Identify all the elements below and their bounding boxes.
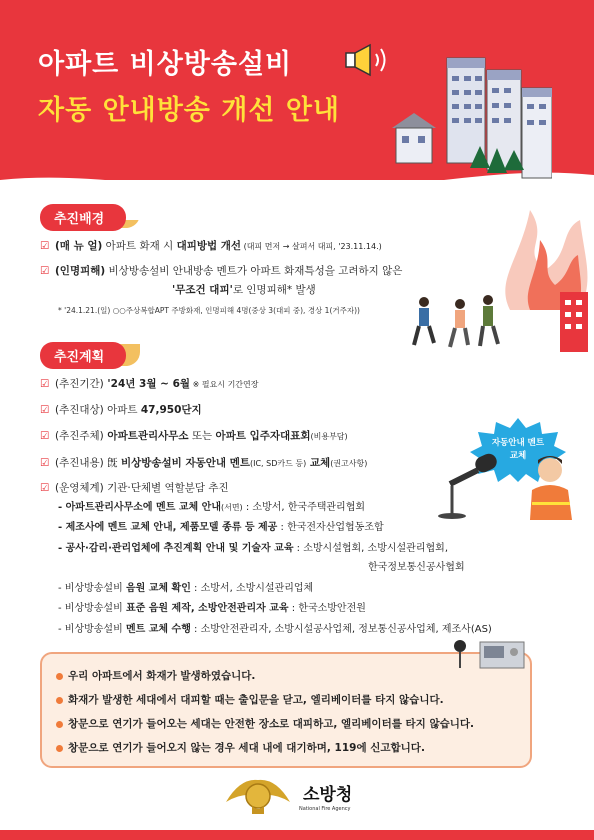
broadcast-message-item: 화재가 발생한 세대에서 대피할 때는 출입문을 닫고, 엘리베이터를 타지 않습니다. [56,692,444,707]
casualty-footnote: * '24.1.21.(일) ○○주상복합APT 주방화재, 인명피해 4명(중상 3(대피 중), 경상 1(거주자)) [58,306,360,315]
plan-period: ☑ (추진기간) '24년 3월 ~ 6월 ※ 필요시 기간연장 [40,378,259,390]
apartment-buildings-illustration [392,48,552,183]
checkbox-icon: ☑ [40,482,50,494]
firefighter-illustration [522,450,582,520]
plan-subject: ☑ (추진주체) 아파트관리사무소 또는 아파트 입주자대표회(비용부담) [40,430,348,442]
microphone-icon [430,450,510,520]
background-item-manual: ☑ (매 뉴 얼) 아파트 화재 시 대피방법 개선 (대피 먼저 → 살펴서 대피, '23.11.14.) [40,240,382,252]
checkbox-icon: ☑ [40,240,50,252]
broadcast-message-item: 우리 아파트에서 화재가 발생하였습니다. [56,668,255,683]
broadcast-message-item: 창문으로 연기가 들어오는 세대는 안전한 장소로 대피하고, 엘리베이터를 타지 않습니다. [56,716,474,731]
page-title-line2: 자동 안내방송 개선 안내 [38,95,341,126]
checkbox-icon: ☑ [40,265,50,277]
role-item: - 비상방송설비 표준 음원 제작, 소방안전관리자 교육 : 한국소방안전원 [58,603,366,614]
plan-target: ☑ (추진대상) 아파트 47,950단지 [40,404,202,416]
broadcast-equipment-icon [440,636,530,672]
checkbox-icon: ☑ [40,404,50,416]
role-item: - 비상방송설비 음원 교체 확인 : 소방서, 소방시설관리업체 [58,583,314,594]
speaker-icon [344,42,394,78]
bullet-icon [56,673,63,680]
role-item: - 비상방송설비 멘트 교체 수행 : 소방안전관리자, 소방시설공사업체, 정보통신공사업체, 제조사(AS) [58,624,492,635]
role-item: - 아파트관리사무소에 멘트 교체 안내(서면) : 소방서, 한국주택관리협회 [58,502,366,513]
bullet-icon [56,721,63,728]
broadcast-message-item: 창문으로 연기가 들어오지 않는 경우 세대 내에 대기하며, 119에 신고합니다. [56,740,425,755]
role-item-cont: 한국정보통신공사협회 [368,562,465,573]
background-item-casualty-cont: '무조건 대피'로 인명피해* 발생 [172,284,316,296]
fire-agency-emblem [222,776,294,816]
role-item: - 제조사에 멘트 교체 안내, 제품모델 종류 등 제공 : 한국전자산업협동조합 [58,522,384,533]
checkbox-icon: ☑ [40,430,50,442]
section-title-background: 추진배경 [40,204,126,231]
bottom-bar [0,830,594,840]
bullet-icon [56,697,63,704]
fire-evacuation-illustration [410,200,594,360]
checkbox-icon: ☑ [40,457,50,469]
plan-system: ☑ (운영체계) 기관·단체별 역할분담 추진 [40,482,229,494]
badge-text: 자동안내 멘트 교체 [491,438,545,461]
plan-content: ☑ (추진내용) 旣 비상방송설비 자동안내 멘트(IC, SD카드 등) 교체(권고사항) [40,457,368,469]
page-title-line1: 아파트 비상방송설비 [38,49,293,80]
background-item-casualty: ☑ (인명피해) 비상방송설비 안내방송 멘트가 아파트 화재특성을 고려하지 않은 [40,265,403,277]
bullet-icon [56,745,63,752]
org-name-english: National Fire Agency [299,806,351,812]
checkbox-icon: ☑ [40,378,50,390]
role-item: - 공사·감리·관리업체에 추진계획 안내 및 기술자 교육 : 소방시설협회, 소방시설관리협회, [58,543,449,554]
section-title-plan: 추진계획 [40,342,126,369]
org-name: 소방청 [303,785,353,805]
